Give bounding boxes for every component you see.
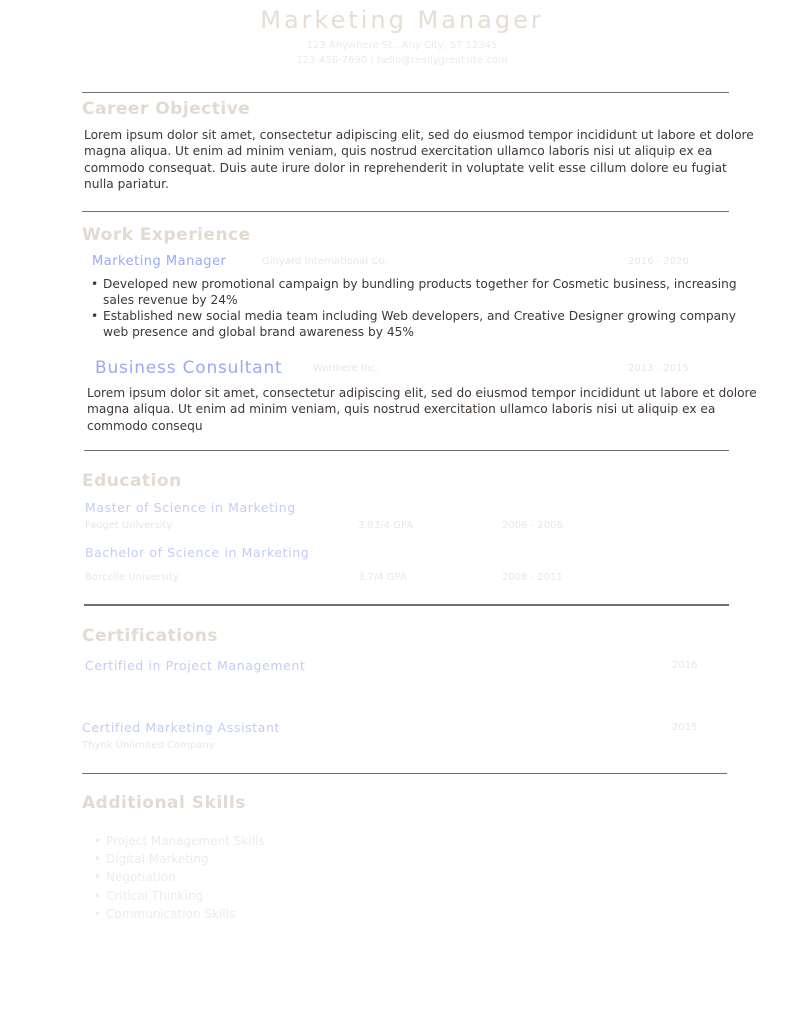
text-line: • Established new social media team including Web developers, and Creative Designer growing company: [103, 309, 736, 323]
text-line: sales revenue by 24%: [103, 293, 238, 308]
divider: [82, 211, 729, 212]
education-heading: Education: [82, 471, 182, 491]
job-company: Wardiere Inc.: [313, 363, 379, 374]
text-line: magna aliqua. Ut enim ad minim veniam, quis nostrud exercitation ullamco laboris nisi ut aliquip ex ea: [84, 144, 713, 159]
resume-title: Marketing Manager: [260, 6, 544, 34]
text-line: commodo consequ: [87, 418, 203, 433]
work-experience-heading: Work Experience: [82, 225, 251, 245]
text-line: Lorem ipsum dolor sit amet, consectetur adipiscing elit, sed do eiusmod tempor incididunt ut labore et dolore: [84, 128, 754, 142]
certification-name: Certified in Project Management: [85, 658, 306, 673]
list-item: • Communication Skills: [106, 907, 235, 921]
additional-skills-heading: Additional Skills: [82, 793, 246, 813]
gpa: 3.7/4 GPA: [358, 572, 407, 583]
text-line: Lorem ipsum dolor sit amet, consectetur adipiscing elit, sed do eiusmod tempor incididunt ut labore et dolore: [87, 386, 757, 400]
career-objective-heading: Career Objective: [82, 99, 251, 119]
text-line: commodo consequat. Duis aute irure dolor in reprehenderit in voluptate velit esse cillum dolore eu fugiat: [84, 160, 727, 175]
certification-year: 2015: [672, 722, 698, 733]
text-line: nulla pariatur.: [84, 176, 169, 191]
gpa: 3.83/4 GPA: [358, 520, 414, 531]
degree: Master of Science in Marketing: [85, 500, 296, 515]
job-dates: 2013 - 2015: [628, 363, 689, 374]
divider: [84, 604, 729, 606]
list-item: • Negotiation: [106, 870, 176, 884]
school: Borcelle University: [85, 572, 179, 583]
job-title: Marketing Manager: [92, 254, 227, 269]
school: Fauget University: [85, 520, 173, 531]
job-description: [87, 385, 757, 434]
job-dates: 2016 - 2020: [628, 256, 689, 267]
certifications-heading: Certifications: [82, 626, 218, 646]
certification-org: Thynk Unlimited Company: [82, 740, 215, 751]
education-dates: 2006 - 2008: [502, 520, 563, 531]
career-objective-text: [84, 127, 754, 192]
list-item: [103, 276, 737, 309]
text-line: magna aliqua. Ut enim ad minim veniam, quis nostrud exercitation ullamco laboris nisi ut aliquip ex ea: [87, 402, 716, 417]
text-line: • Developed new promotional campaign by bundling products together for Cosmetic business, increasing: [103, 277, 737, 291]
list-item: [103, 308, 736, 341]
list-item: • Digital Marketing: [106, 852, 209, 866]
job-title: Business Consultant: [95, 358, 283, 378]
text-line: web presence and global brand awareness by 45%: [103, 325, 414, 340]
divider: [84, 450, 729, 451]
job-company: Ginyard International Co.: [262, 256, 388, 267]
divider: [82, 773, 727, 774]
address: 123 Anywhere St., Any City, ST 12345: [306, 40, 498, 51]
divider: [82, 92, 729, 93]
contact-info: 123-456-7890 | hello@reallygreatsite.com: [296, 55, 508, 66]
degree: Bachelor of Science in Marketing: [85, 545, 310, 560]
certification-year: 2016: [672, 660, 698, 671]
education-dates: 2008 - 2011: [502, 572, 563, 583]
list-item: • Project Management Skills: [106, 834, 265, 848]
certification-name: Certified Marketing Assistant: [82, 720, 281, 735]
list-item: • Critical Thinking: [106, 889, 203, 903]
